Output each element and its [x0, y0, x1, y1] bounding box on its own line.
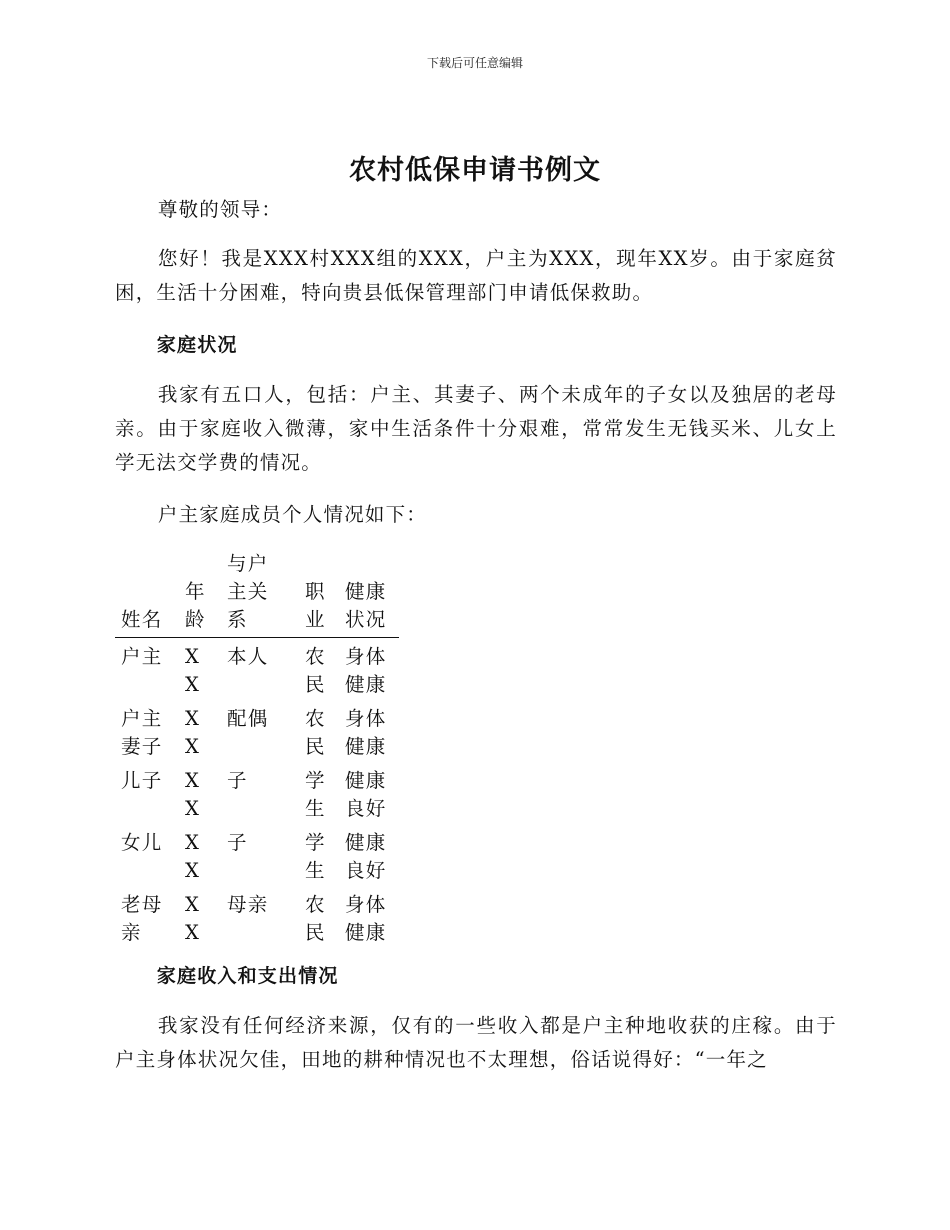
cell-relation: 母亲	[227, 893, 269, 916]
cell-name: 老母亲	[121, 893, 163, 944]
cell-relation: 子	[227, 831, 248, 854]
cell-health: 健康良好	[345, 769, 387, 820]
section-heading-income: 家庭收入和支出情况	[156, 965, 339, 987]
section-heading-family: 家庭状况	[156, 334, 238, 356]
table-row	[115, 705, 399, 767]
salutation: 尊敬的领导：	[157, 198, 283, 221]
table-row	[115, 638, 399, 706]
intro-paragraph: 您好！我是XXX村XXX组的XXX，户主为XXX，现年XX岁。由于家庭贫困，生活十分困难，特向贵县低保管理部门申请低保救助。	[115, 247, 837, 304]
cell-age: XX	[185, 645, 201, 696]
cell-job: 农民	[305, 645, 326, 696]
cell-relation: 配偶	[227, 707, 269, 730]
cell-age: XX	[185, 831, 201, 882]
header-relation: 与户主关系	[221, 550, 299, 638]
income-paragraph: 我家没有任何经济来源，仅有的一些收入都是户主种地收获的庄稼。由于户主身体状况欠佳，田地的耕种情况也不太理想，俗话说得好：“一年之	[115, 1014, 837, 1071]
header-note: 下载后可任意编辑	[426, 56, 523, 70]
cell-job: 农民	[305, 707, 326, 758]
header-health: 健康状况	[339, 550, 399, 638]
table-row	[115, 891, 399, 953]
cell-health: 健康良好	[345, 831, 387, 882]
header-job: 职业	[299, 550, 339, 638]
cell-name: 户主妻子	[121, 707, 163, 758]
cell-name: 女儿	[121, 831, 163, 854]
cell-age: XX	[185, 893, 201, 944]
header-name: 姓名	[115, 550, 179, 638]
cell-name: 儿子	[121, 769, 163, 792]
table-row	[115, 767, 399, 829]
cell-health: 身体健康	[345, 645, 387, 696]
cell-health: 身体健康	[345, 707, 387, 758]
table-row	[115, 829, 399, 891]
document-title: 农村低保申请书例文	[349, 155, 601, 186]
cell-relation: 本人	[227, 645, 269, 668]
members-table-header	[115, 550, 399, 638]
cell-relation: 子	[227, 769, 248, 792]
cell-job: 学生	[305, 769, 326, 820]
family-paragraph: 我家有五口人，包括：户主、其妻子、两个未成年的子女以及独居的老母亲。由于家庭收入微薄，家中生活条件十分艰难，常常发生无钱买米、儿女上学无法交学费的情况。	[115, 383, 837, 474]
members-table	[115, 550, 399, 953]
header-age: 年龄	[179, 550, 221, 638]
cell-job: 学生	[305, 831, 326, 882]
document-body	[115, 193, 837, 1095]
cell-health: 身体健康	[345, 893, 387, 944]
cell-job: 农民	[305, 893, 326, 944]
cell-name: 户主	[121, 645, 163, 668]
cell-age: XX	[185, 769, 201, 820]
cell-age: XX	[185, 707, 201, 758]
members-intro: 户主家庭成员个人情况如下：	[157, 503, 427, 526]
